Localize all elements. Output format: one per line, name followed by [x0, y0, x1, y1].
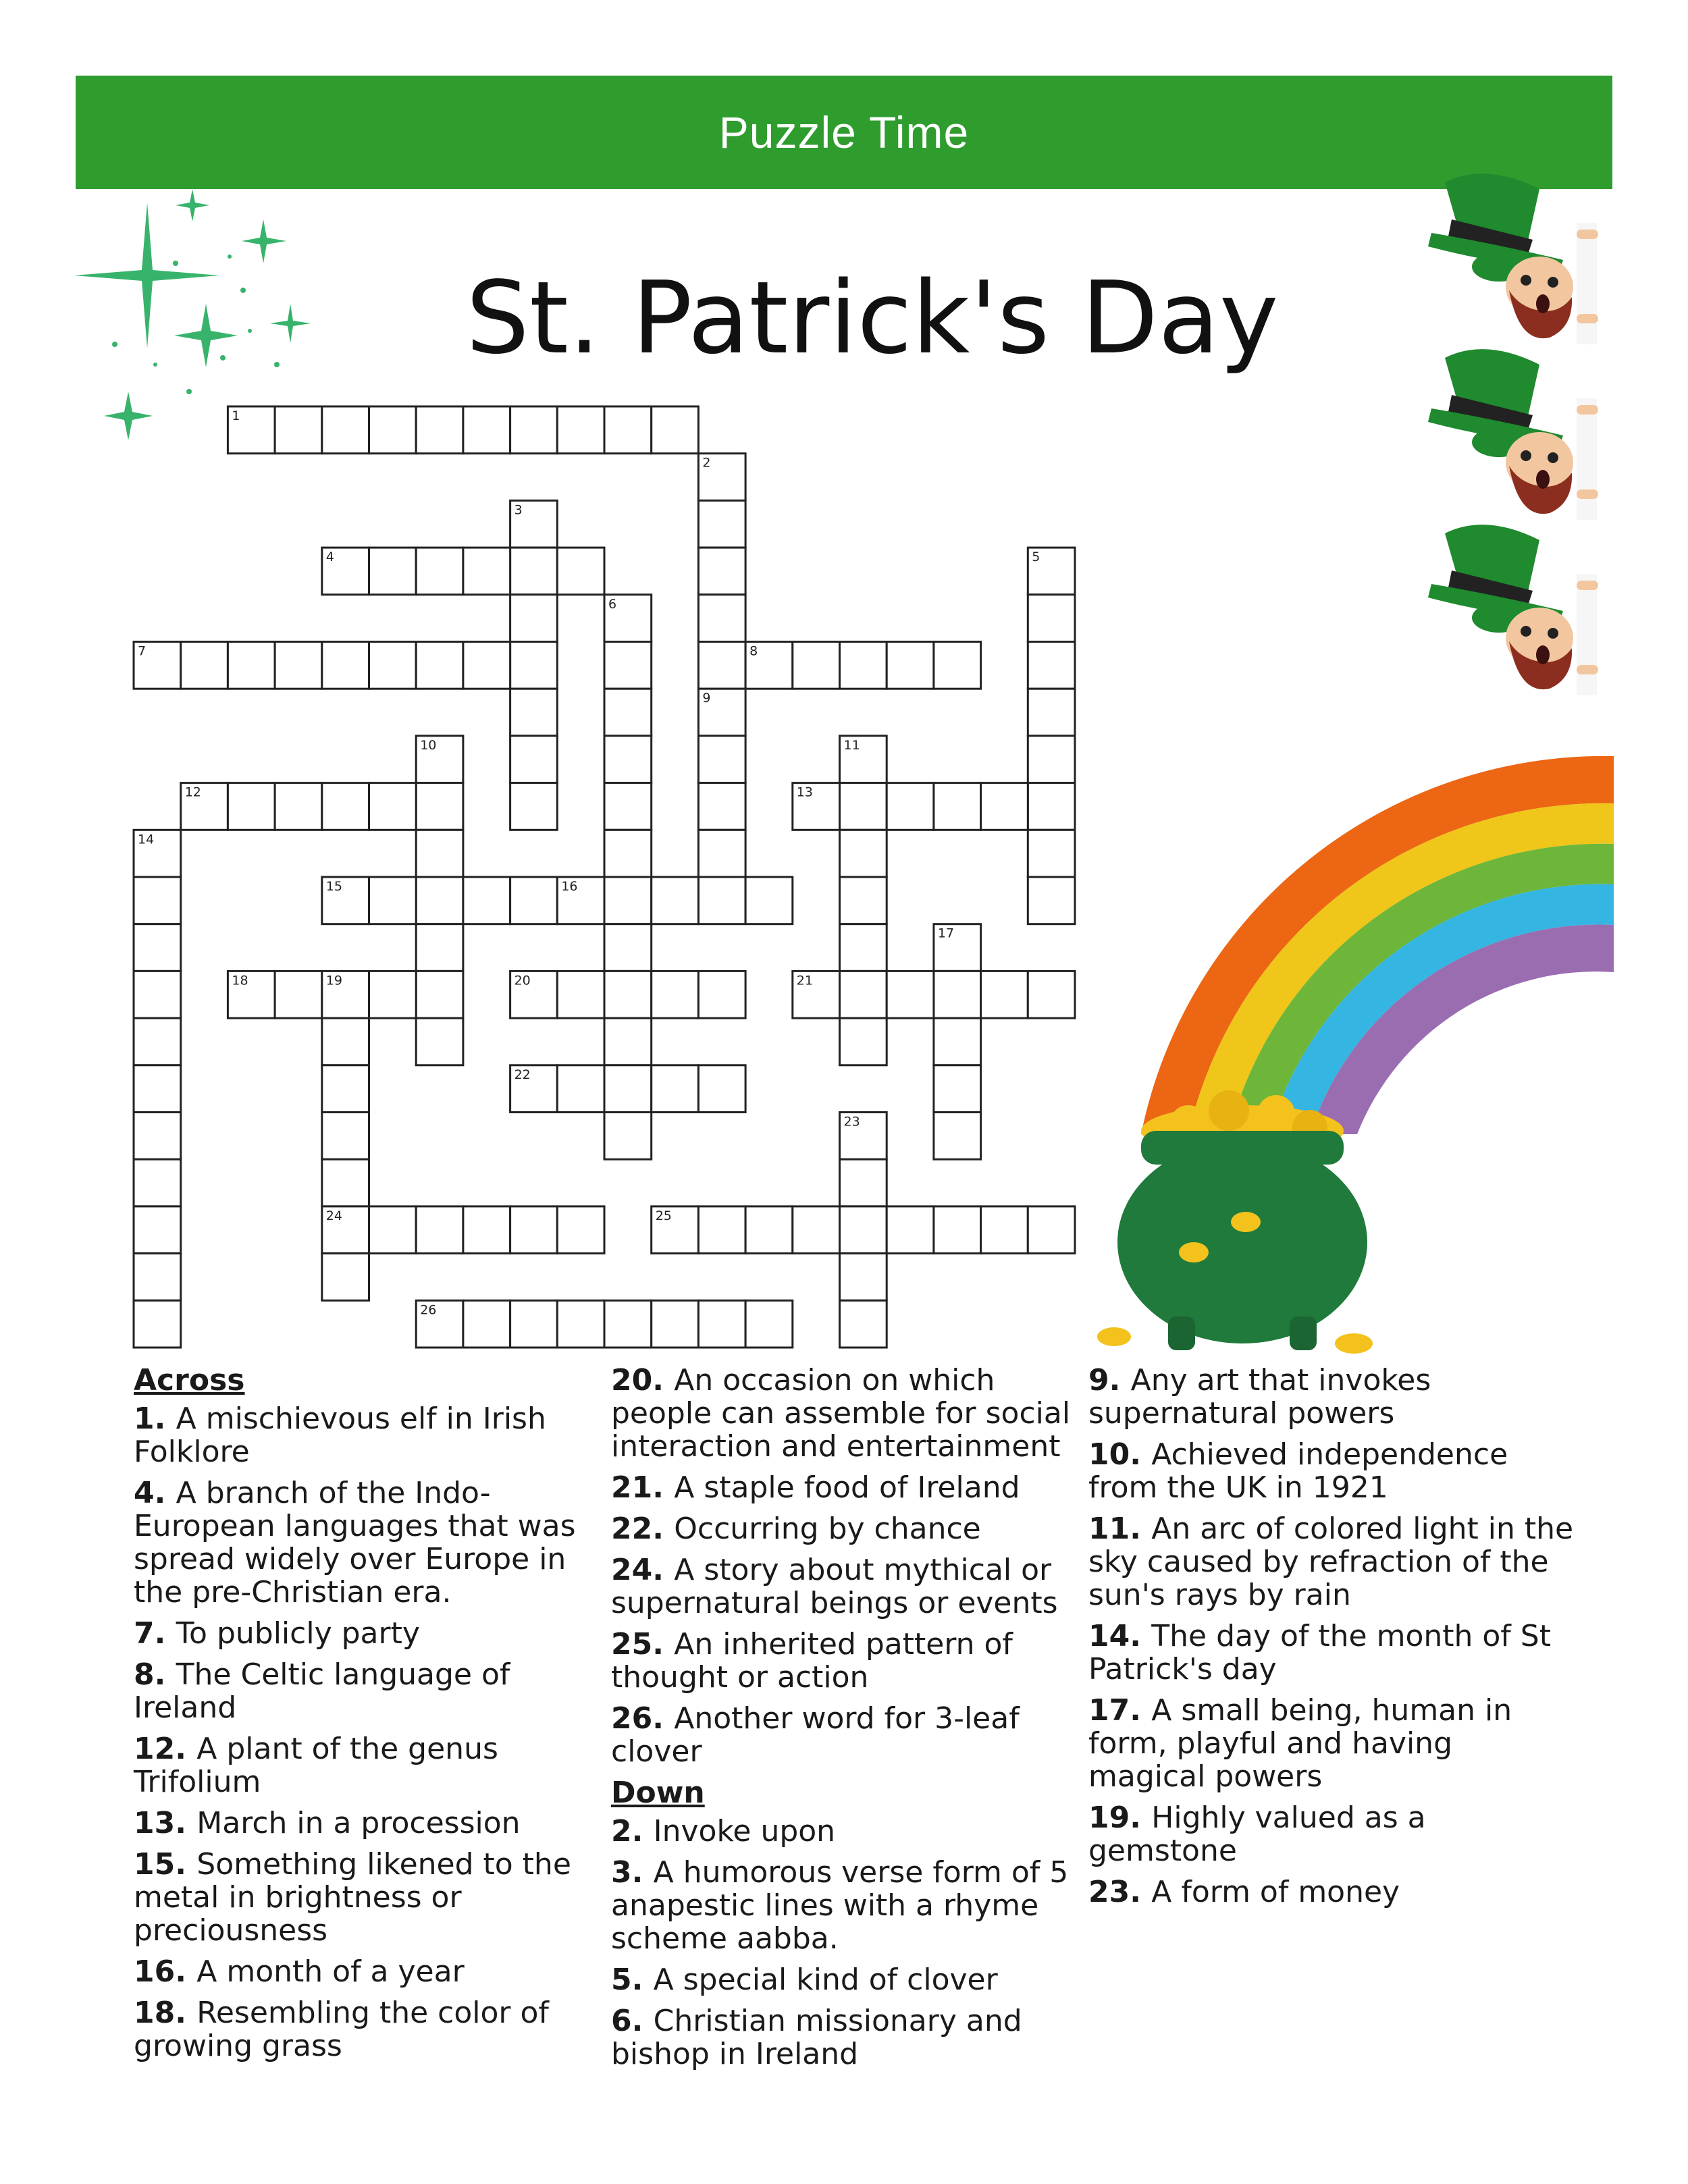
crossword-cell[interactable] — [228, 642, 275, 689]
clue-item — [611, 1963, 1077, 1996]
clue-item — [1088, 1694, 1575, 1793]
crossword-cell[interactable] — [840, 1254, 887, 1301]
clue-num: 7. — [134, 1616, 176, 1651]
crossword-cell[interactable] — [1028, 595, 1075, 642]
crossword-cell[interactable] — [322, 548, 369, 595]
clue-num: 16. — [134, 1954, 197, 1989]
crossword-cell[interactable] — [322, 642, 369, 689]
clue-num: 5. — [611, 1963, 654, 1997]
clue-text: An inherited pattern of thought or action — [611, 1627, 1013, 1695]
crossword-cell[interactable] — [840, 783, 887, 830]
crossword-cell[interactable] — [463, 548, 510, 595]
clue-number: 19 — [325, 973, 342, 988]
clue-number: 11 — [843, 737, 860, 753]
crossword-cell[interactable] — [134, 642, 181, 689]
crossword-cell[interactable] — [557, 877, 604, 924]
crossword-cell[interactable] — [745, 642, 793, 689]
crossword-cell[interactable] — [840, 1159, 887, 1206]
clue-item — [611, 1628, 1077, 1694]
crossword-cell[interactable] — [698, 548, 745, 595]
crossword-cell[interactable] — [652, 1300, 699, 1348]
crossword-cell[interactable] — [840, 736, 887, 783]
clue-number: 16 — [561, 879, 578, 894]
clue-text: Resembling the color of growing grass — [134, 1996, 549, 2063]
crossword-cell[interactable] — [322, 1206, 369, 1254]
crossword-cell[interactable] — [322, 1018, 369, 1065]
crossword-cell[interactable] — [463, 642, 510, 689]
clue-number: 23 — [843, 1114, 860, 1129]
clue-num: 3. — [611, 1855, 654, 1890]
clue-text: Occurring by chance — [674, 1512, 981, 1546]
crossword-cell[interactable] — [134, 924, 181, 971]
clue-text: Christian missionary and bishop in Ireland — [611, 2004, 1022, 2071]
clues-column-2 — [611, 1364, 1077, 2079]
crossword-cell[interactable] — [1028, 830, 1075, 877]
crossword-cell[interactable] — [698, 830, 745, 877]
crossword-cell[interactable] — [934, 1113, 981, 1160]
crossword-cell[interactable] — [416, 971, 463, 1018]
crossword-cell[interactable] — [698, 595, 745, 642]
crossword-cell[interactable] — [604, 595, 652, 642]
clue-number: 5 — [1032, 550, 1040, 565]
crossword-cell[interactable] — [416, 830, 463, 877]
crossword-cell[interactable] — [322, 1254, 369, 1301]
clue-num: 11. — [1088, 1512, 1152, 1546]
crossword-cell[interactable] — [698, 1206, 745, 1254]
crossword-cell[interactable] — [181, 642, 228, 689]
clue-item — [134, 1955, 600, 1988]
clue-text: March in a procession — [196, 1806, 521, 1840]
crossword-cell[interactable] — [745, 1206, 793, 1254]
crossword-cell[interactable] — [793, 971, 840, 1018]
top-banner — [76, 76, 1612, 189]
crossword-cell[interactable] — [416, 736, 463, 783]
clue-item — [134, 1848, 600, 1947]
clue-item — [1088, 1512, 1575, 1612]
crossword-cell[interactable] — [275, 971, 322, 1018]
clue-text: Invoke upon — [653, 1814, 836, 1848]
clue-num: 6. — [611, 2004, 654, 2038]
clue-item — [611, 1815, 1077, 1848]
clue-text: A small being, human in form, playful and having magical powers — [1088, 1693, 1512, 1794]
crossword-cell[interactable] — [134, 1018, 181, 1065]
clue-number: 12 — [184, 784, 201, 800]
clue-num: 22. — [611, 1512, 675, 1546]
crossword-cell[interactable] — [604, 1065, 652, 1113]
crossword-cell[interactable] — [1028, 783, 1075, 830]
clue-number: 22 — [514, 1067, 531, 1082]
crossword-cell[interactable] — [557, 1300, 604, 1348]
crossword-cell[interactable] — [510, 877, 558, 924]
crossword-cell[interactable] — [322, 971, 369, 1018]
clue-text: A humorous verse form of 5 anapestic lines with a rhyme scheme aabba. — [611, 1855, 1069, 1956]
clue-text: A story about mythical or supernatural beings or events — [611, 1553, 1058, 1620]
clue-item — [1088, 1364, 1575, 1430]
clue-number: 18 — [232, 973, 248, 988]
crossword-cell[interactable] — [604, 971, 652, 1018]
crossword-cell[interactable] — [134, 1254, 181, 1301]
crossword-cell[interactable] — [1028, 642, 1075, 689]
clue-num: 12. — [134, 1732, 197, 1766]
crossword-cell[interactable] — [228, 971, 275, 1018]
clue-num: 14. — [1088, 1619, 1152, 1653]
crossword-cell[interactable] — [604, 877, 652, 924]
clue-item — [134, 1658, 600, 1724]
crossword-cell[interactable] — [604, 924, 652, 971]
crossword-cell[interactable] — [322, 1159, 369, 1206]
crossword-cell[interactable] — [604, 1300, 652, 1348]
crossword-cell[interactable] — [698, 1065, 745, 1113]
crossword-cell[interactable] — [934, 1206, 981, 1254]
crossword-cell[interactable] — [887, 783, 934, 830]
clue-item — [1088, 1801, 1575, 1867]
crossword-cell[interactable] — [416, 783, 463, 830]
crossword-cell[interactable] — [981, 783, 1028, 830]
crossword-cell[interactable] — [510, 1206, 558, 1254]
crossword-cell[interactable] — [557, 1065, 604, 1113]
crossword-cell[interactable] — [416, 406, 463, 454]
crossword-cell[interactable] — [840, 830, 887, 877]
clue-text: To publicly party — [176, 1616, 420, 1651]
clue-text: An arc of colored light in the sky caused by refraction of the sun's rays by rain — [1088, 1512, 1574, 1612]
clue-item — [611, 1512, 1077, 1545]
clue-item — [611, 1702, 1077, 1768]
clue-text: Achieved independence from the UK in 1921 — [1088, 1437, 1508, 1505]
clue-text: A month of a year — [196, 1954, 465, 1989]
crossword-cell[interactable] — [887, 1206, 934, 1254]
crossword-cell[interactable] — [604, 689, 652, 736]
crossword-cell[interactable] — [981, 1206, 1028, 1254]
clue-item — [611, 1471, 1077, 1504]
crossword-cell[interactable] — [887, 642, 934, 689]
crossword-cell[interactable] — [1028, 877, 1075, 924]
clue-text: Another word for 3-leaf clover — [611, 1701, 1020, 1769]
crossword-cell[interactable] — [463, 1300, 510, 1348]
crossword-cell[interactable] — [134, 830, 181, 877]
rainbow-icon — [1094, 756, 1614, 1364]
clue-number: 17 — [937, 926, 955, 941]
crossword-cell[interactable] — [510, 642, 558, 689]
clue-number: 1 — [232, 408, 240, 423]
clues-column-3 — [1088, 1364, 1575, 1917]
crossword-cell[interactable] — [134, 1159, 181, 1206]
clue-number: 21 — [796, 973, 813, 988]
clue-num: 19. — [1088, 1801, 1152, 1835]
clue-text: The Celtic language of Ireland — [134, 1657, 510, 1725]
crossword-cell[interactable] — [134, 877, 181, 924]
crossword-cell[interactable] — [275, 783, 322, 830]
crossword-cell[interactable] — [510, 689, 558, 736]
crossword-cell[interactable] — [322, 406, 369, 454]
leprechaun-icon — [1425, 169, 1614, 729]
page-title: St. Patrick's Day — [466, 260, 1279, 376]
banner-title: Puzzle Time — [718, 107, 970, 157]
crossword-cell[interactable] — [934, 971, 981, 1018]
clue-num: 1. — [134, 1402, 176, 1436]
crossword-cell[interactable] — [698, 783, 745, 830]
clue-num: 8. — [134, 1657, 176, 1692]
clue-item — [134, 1732, 600, 1799]
crossword-cell[interactable] — [369, 971, 417, 1018]
crossword-cell[interactable] — [698, 736, 745, 783]
clues-column-1 — [134, 1364, 600, 2071]
clue-num: 23. — [1088, 1875, 1152, 1909]
pot-of-gold-icon — [1097, 1090, 1373, 1354]
crossword-cell[interactable] — [934, 924, 981, 971]
crossword-cell[interactable] — [463, 877, 510, 924]
crossword-cell[interactable] — [840, 971, 887, 1018]
clue-number: 25 — [655, 1208, 672, 1223]
crossword-cell[interactable] — [934, 642, 981, 689]
clue-num: 4. — [134, 1476, 176, 1510]
clue-text: A plant of the genus Trifolium — [134, 1732, 498, 1799]
clue-number: 10 — [420, 737, 437, 753]
crossword-cell[interactable] — [652, 1065, 699, 1113]
clue-number: 9 — [702, 691, 711, 706]
clue-number: 3 — [514, 502, 523, 518]
crossword-cell[interactable] — [698, 971, 745, 1018]
crossword-cell[interactable] — [369, 406, 417, 454]
crossword-cell[interactable] — [652, 1206, 699, 1254]
clue-text: Any art that invokes supernatural powers — [1088, 1363, 1431, 1431]
crossword-cell[interactable] — [1028, 736, 1075, 783]
crossword-cell[interactable] — [228, 783, 275, 830]
clue-number: 26 — [420, 1302, 437, 1318]
crossword-cell[interactable] — [322, 1113, 369, 1160]
clue-number: 14 — [138, 832, 155, 847]
crossword-cell[interactable] — [510, 783, 558, 830]
clue-num: 17. — [1088, 1693, 1152, 1728]
clue-number: 4 — [325, 550, 334, 565]
crossword-cell[interactable] — [793, 1206, 840, 1254]
clue-text: A staple food of Ireland — [674, 1470, 1020, 1505]
crossword-cell[interactable] — [793, 642, 840, 689]
clue-item — [611, 1364, 1077, 1463]
clue-num: 2. — [611, 1814, 654, 1848]
crossword-cell[interactable] — [557, 1206, 604, 1254]
crossword-cell[interactable] — [275, 406, 322, 454]
crossword-cell[interactable] — [322, 1065, 369, 1113]
crossword-cell[interactable] — [369, 877, 417, 924]
crossword-cell[interactable] — [652, 406, 699, 454]
crossword-cell[interactable] — [793, 783, 840, 830]
clue-number: 2 — [702, 455, 711, 471]
clue-num: 21. — [611, 1470, 675, 1505]
clue-num: 15. — [134, 1847, 197, 1882]
crossword-cell[interactable] — [604, 830, 652, 877]
crossword-cell[interactable] — [1028, 1206, 1075, 1254]
crossword-cell[interactable] — [887, 971, 934, 1018]
crossword-cell[interactable] — [981, 971, 1028, 1018]
clue-item — [134, 1402, 600, 1468]
clue-num: 18. — [134, 1996, 197, 2030]
crossword-cell[interactable] — [652, 877, 699, 924]
crossword-cell[interactable] — [698, 500, 745, 548]
crossword-cell[interactable] — [604, 1113, 652, 1160]
clue-text: Highly valued as a gemstone — [1088, 1801, 1426, 1868]
clue-text: A special kind of clover — [653, 1963, 998, 1997]
crossword-cell[interactable] — [698, 1300, 745, 1348]
crossword-cell[interactable] — [510, 595, 558, 642]
crossword-cell[interactable] — [369, 642, 417, 689]
crossword-cell[interactable] — [134, 1206, 181, 1254]
crossword-cell[interactable] — [416, 1300, 463, 1348]
crossword-cell[interactable] — [416, 924, 463, 971]
clue-item — [134, 1807, 600, 1840]
crossword-cell[interactable] — [369, 1206, 417, 1254]
crossword-cell[interactable] — [698, 877, 745, 924]
clue-item — [1088, 1620, 1575, 1686]
crossword-cell[interactable] — [510, 500, 558, 548]
crossword-cell[interactable] — [416, 548, 463, 595]
crossword-cell[interactable] — [840, 924, 887, 971]
crossword-cell[interactable] — [416, 642, 463, 689]
crossword-cell[interactable] — [557, 406, 604, 454]
crossword-cell[interactable] — [275, 642, 322, 689]
crossword-cell[interactable] — [604, 642, 652, 689]
clue-number: 20 — [514, 973, 531, 988]
clue-text: A branch of the Indo-European languages that was spread widely over Europe in the pre-Christian era. — [134, 1476, 576, 1609]
across-heading: Across — [134, 1363, 245, 1397]
crossword-cell[interactable] — [463, 406, 510, 454]
crossword-cell[interactable] — [463, 1206, 510, 1254]
crossword-cell[interactable] — [840, 1300, 887, 1348]
clue-number: 13 — [796, 784, 813, 800]
crossword-cell[interactable] — [1028, 548, 1075, 595]
clue-num: 13. — [134, 1806, 197, 1840]
crossword-cell[interactable] — [698, 642, 745, 689]
clue-number: 7 — [138, 643, 147, 659]
crossword-cell[interactable] — [934, 1018, 981, 1065]
crossword-cell[interactable] — [510, 548, 558, 595]
clue-item — [611, 2004, 1077, 2071]
crossword-cell[interactable] — [557, 548, 604, 595]
crossword-cell[interactable] — [416, 1206, 463, 1254]
clue-num: 24. — [611, 1553, 675, 1587]
clue-num: 10. — [1088, 1437, 1152, 1472]
crossword-cell[interactable] — [510, 736, 558, 783]
crossword-cell[interactable] — [134, 1065, 181, 1113]
crossword-cell[interactable] — [557, 971, 604, 1018]
crossword-cell[interactable] — [1028, 689, 1075, 736]
clue-num: 26. — [611, 1701, 675, 1736]
crossword-cell[interactable] — [604, 406, 652, 454]
crossword-cell[interactable] — [840, 1018, 887, 1065]
crossword-cell[interactable] — [369, 548, 417, 595]
crossword-cell[interactable] — [322, 877, 369, 924]
clue-number: 8 — [749, 643, 758, 659]
clue-item — [134, 1996, 600, 2062]
clue-item — [1088, 1438, 1575, 1504]
clue-item — [611, 1856, 1077, 1955]
crossword-cell[interactable] — [840, 1113, 887, 1160]
crossword-cell[interactable] — [604, 1018, 652, 1065]
clue-item — [134, 1617, 600, 1650]
crossword-cell[interactable] — [369, 783, 417, 830]
crossword-cell[interactable] — [934, 1065, 981, 1113]
crossword-cell[interactable] — [745, 877, 793, 924]
clue-number: 24 — [325, 1208, 342, 1223]
crossword-cell[interactable] — [840, 642, 887, 689]
clue-number: 6 — [608, 596, 617, 612]
clue-text: A form of money — [1151, 1875, 1400, 1909]
clue-number: 15 — [325, 879, 342, 894]
crossword-cell[interactable] — [510, 1300, 558, 1348]
crossword-cell[interactable] — [652, 971, 699, 1018]
crossword-cell[interactable] — [698, 689, 745, 736]
crossword-cell[interactable] — [510, 971, 558, 1018]
crossword-cell[interactable] — [698, 454, 745, 501]
crossword-cell[interactable] — [604, 783, 652, 830]
crossword-cell[interactable] — [134, 971, 181, 1018]
down-heading: Down — [611, 1776, 705, 1810]
clue-num: 9. — [1088, 1363, 1131, 1397]
clue-item — [611, 1553, 1077, 1620]
clue-text: Something likened to the metal in brightness or preciousness — [134, 1847, 571, 1948]
crossword-cell[interactable] — [604, 736, 652, 783]
clue-item — [1088, 1875, 1575, 1909]
crossword-cell[interactable] — [510, 406, 558, 454]
crossword-cell[interactable] — [416, 877, 463, 924]
clue-num: 25. — [611, 1627, 675, 1661]
crossword-cell[interactable] — [1028, 971, 1075, 1018]
crossword-cell[interactable] — [745, 1300, 793, 1348]
crossword-cell[interactable] — [134, 1113, 181, 1160]
crossword-cell[interactable] — [228, 406, 275, 454]
clue-num: 20. — [611, 1363, 675, 1397]
crossword-cell[interactable] — [934, 783, 981, 830]
clue-text: A mischievous elf in Irish Folklore — [134, 1402, 546, 1469]
crossword-cell[interactable] — [322, 783, 369, 830]
clue-text: An occasion on which people can assemble for social interaction and entertainment — [611, 1363, 1071, 1464]
crossword-cell[interactable] — [840, 1206, 887, 1254]
crossword-cell[interactable] — [510, 1065, 558, 1113]
clue-item — [134, 1476, 600, 1609]
crossword-cell[interactable] — [416, 1018, 463, 1065]
crossword-cell[interactable] — [181, 783, 228, 830]
crossword-cell[interactable] — [840, 877, 887, 924]
clue-text: The day of the month of St Patrick's day — [1088, 1619, 1551, 1686]
crossword-cell[interactable] — [134, 1300, 181, 1348]
